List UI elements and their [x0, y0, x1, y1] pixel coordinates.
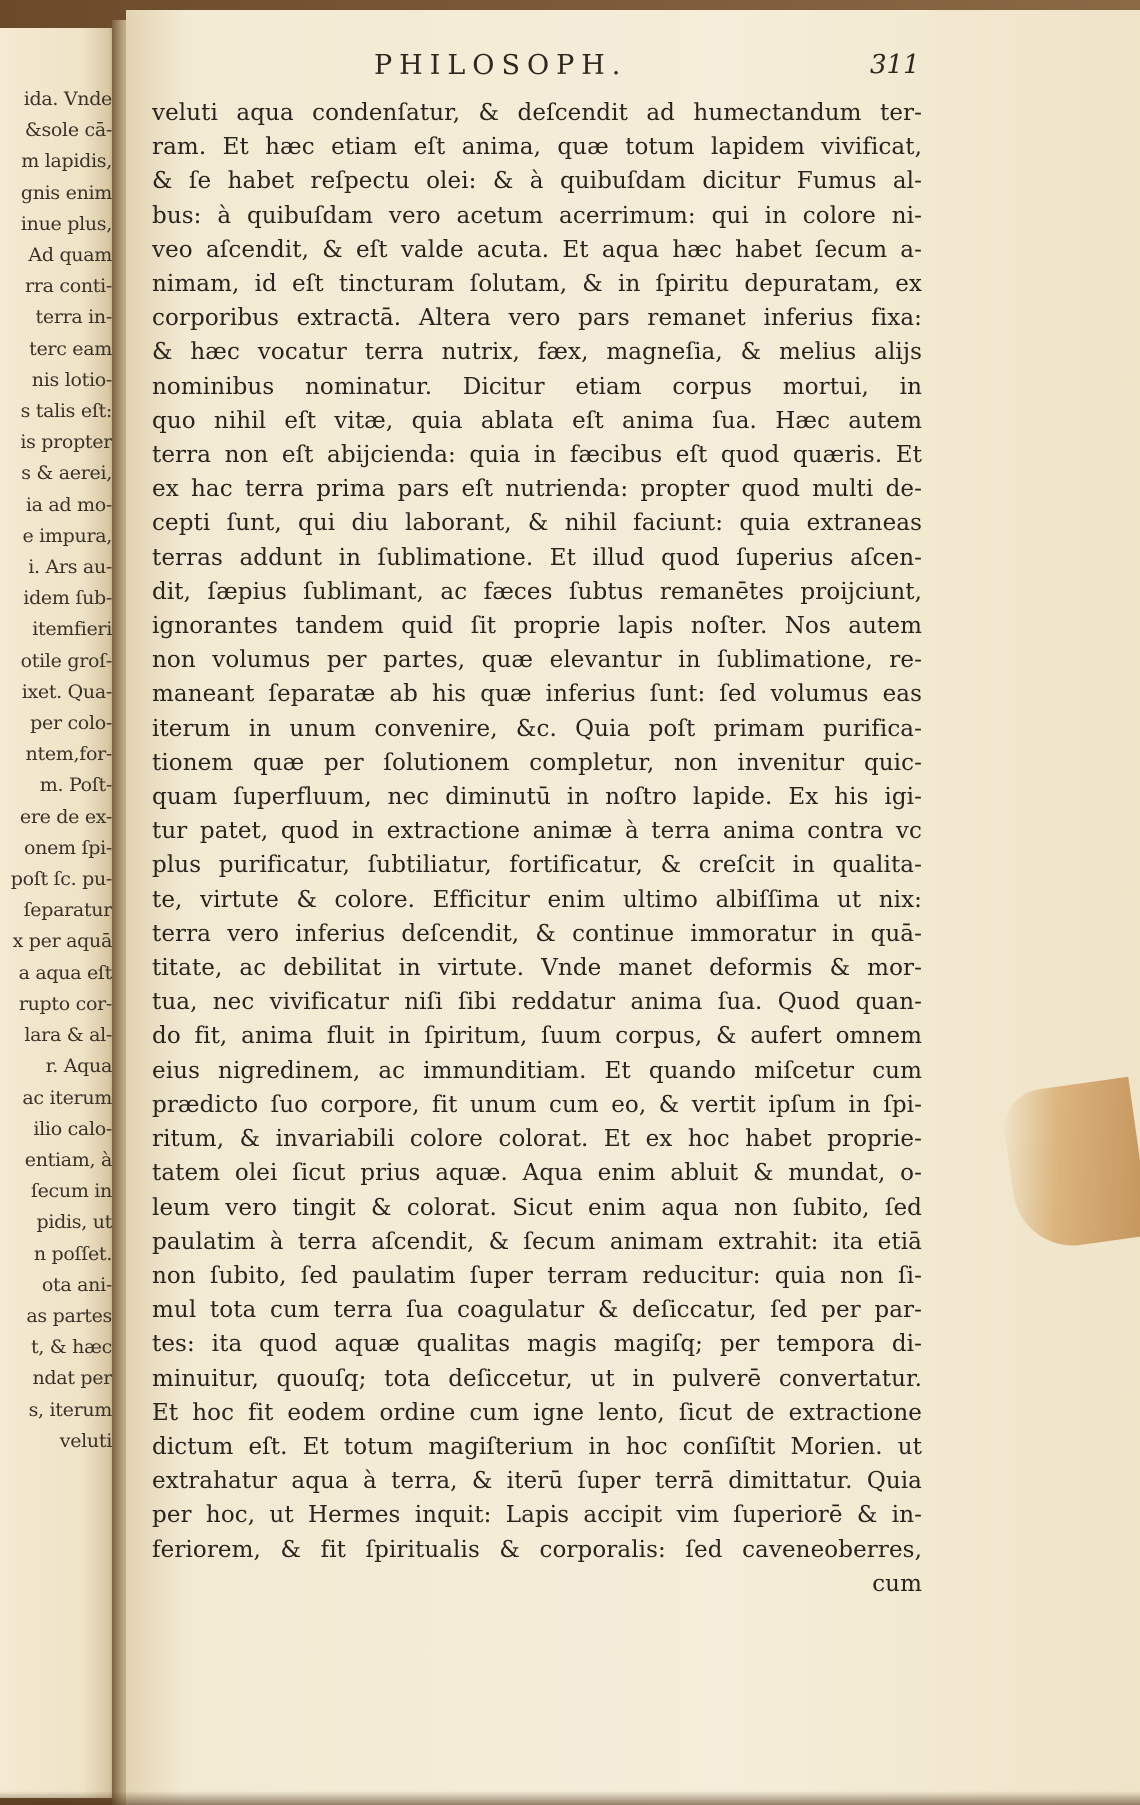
body-line: veo aſcendit, & eſt valde acuta. Et aqua hæc habet ſecum a-	[152, 236, 922, 263]
body-line: veluti aqua condenſatur, & deſcendit ad humectandum ter-	[152, 100, 922, 126]
body-line: iterum in unum convenire, &c. Quia poſt primam purifica-	[152, 715, 922, 742]
left-margin-line: i. Ars au-	[28, 556, 112, 579]
body-line: dictum eſt. Et totum magiſterium in hoc conſiſtit Morien. ut	[152, 1433, 922, 1460]
bottom-edge	[0, 1791, 1140, 1805]
body-line: extrahatur aqua à terra, & iterū ſuper terrā dimittatur. Quia	[152, 1468, 922, 1495]
left-margin-line: x per aquā	[12, 930, 112, 953]
left-margin-line: is propter	[20, 431, 112, 454]
body-line: non ſubito, ſed paulatim ſuper terram reducitur: quia non ſi-	[152, 1262, 922, 1289]
left-margin-line: ilio calo-	[33, 1117, 112, 1140]
body-line: terra non eſt abijcienda: quia in fæcibus eſt quod quæris. Et	[152, 442, 922, 469]
left-margin-line: t, & hæc	[30, 1336, 112, 1359]
left-margin-line: &sole cā-	[24, 119, 112, 142]
body-line: nimam, id eſt tincturam ſolutam, & in ſpiritu depuratam, ex	[152, 271, 922, 298]
left-margin-line: poſt ſc. pu-	[10, 868, 112, 891]
left-margin-line: a aqua eſt	[18, 961, 112, 984]
left-margin-line: ia ad mo-	[25, 493, 112, 516]
left-margin-line: ſeparatur	[23, 899, 112, 922]
body-line: minuitur, quouſq; tota deſiccetur, ut in pulverē convertatur.	[152, 1365, 922, 1392]
body-line: tur patet, quod in extractione animæ à terra anima contra vc	[152, 818, 922, 845]
body-line: cepti ſunt, qui diu laborant, & nihil faciunt: quia extraneas	[152, 510, 922, 537]
left-margin-line: s, iterum	[28, 1398, 112, 1421]
body-line: dit, ſæpius ſublimant, ac fæces ſubtus remanētes proijciunt,	[152, 578, 922, 605]
left-margin-line: s talis eſt:	[20, 400, 112, 423]
body-line: bus: à quibuſdam vero acetum acerrimum: qui in colore ni-	[152, 202, 922, 229]
right-page	[126, 10, 1140, 1805]
body-line: paulatim à terra aſcendit, & ſecum animam extrahit: ita etiā	[152, 1228, 922, 1255]
page-stain	[999, 1077, 1140, 1254]
left-margin-line: per colo-	[30, 712, 112, 735]
body-line: plus purificatur, ſubtiliatur, fortificatur, & creſcit in qualita-	[152, 852, 922, 879]
body-line: nominibus nominatur. Dicitur etiam corpus mortui, in	[152, 373, 922, 400]
left-margin-text	[0, 84, 116, 1457]
body-line: non volumus per partes, quæ elevantur in ſublimatione, re-	[152, 647, 922, 674]
body-line: leum vero tingit & colorat. Sicut enim aqua non ſubito, ſed	[152, 1194, 922, 1221]
left-margin-line: ndat per	[32, 1367, 112, 1390]
body-line: ignorantes tandem quid ſit proprie lapis noſter. Nos autem	[152, 613, 922, 640]
left-margin-line: pidis, ut	[36, 1211, 112, 1234]
left-margin-line: rupto cor-	[18, 992, 112, 1015]
body-line: corporibus extractā. Altera vero pars remanet inferius fixa:	[152, 305, 922, 332]
left-margin-line: gnis enim	[20, 181, 112, 204]
left-margin-line: ota ani-	[41, 1273, 112, 1296]
left-margin-line: ſecum in	[30, 1180, 112, 1203]
body-line: terras addunt in ſublimatione. Et illud quod ſuperius aſcen-	[152, 544, 922, 571]
body-line: quo nihil eſt vitæ, quia ablata eſt anima ſua. Hæc autem	[152, 407, 922, 434]
body-line: mul tota cum terra ſua coagulatur & deſiccatur, ſed per par-	[152, 1297, 922, 1324]
left-margin-line: m. Poſt-	[39, 774, 112, 797]
body-text	[152, 96, 922, 1601]
left-margin-line: r. Aqua	[45, 1055, 112, 1078]
left-margin-line: e impura,	[22, 524, 112, 547]
left-margin-line: rra conti-	[25, 275, 112, 298]
left-margin-line: ida. Vnde	[23, 88, 112, 110]
left-margin-line: n poſſet.	[33, 1242, 112, 1265]
body-line: quam ſuperfluum, nec diminutū in noſtro lapide. Ex his igi-	[152, 784, 922, 811]
body-line: do fit, anima fluit in ſpiritum, ſuum corpus, & aufert omnem	[152, 1023, 922, 1050]
left-page	[0, 28, 118, 1798]
left-margin-line: otile groſ-	[20, 649, 112, 672]
body-line: eius nigredinem, ac immunditiam. Et quando miſcetur cum	[152, 1057, 922, 1084]
body-line: terra vero inferius deſcendit, & continue immoratur in quā-	[152, 920, 922, 947]
left-margin-line: lara & al-	[24, 1024, 112, 1047]
left-margin-line: s & aerei,	[21, 462, 112, 485]
left-margin-line: inue plus,	[20, 212, 112, 235]
left-margin-line: ixet. Qua-	[21, 680, 112, 703]
body-line: per hoc, ut Hermes inquit: Lapis accipit vim ſuperiorē & in-	[152, 1502, 922, 1529]
body-line: prædicto ſuo corpore, fit unum cum eo, & vertit ipſum in ſpi-	[152, 1091, 922, 1118]
body-line: tatem olei ſicut prius aquæ. Aqua enim abluit & mundat, o-	[152, 1160, 922, 1187]
body-line: cum	[872, 1570, 922, 1597]
left-margin-line: nis lotio-	[31, 368, 112, 391]
left-margin-line: entiam, à	[24, 1148, 112, 1171]
left-margin-line: ac iterum	[22, 1086, 112, 1109]
body-line: titate, ac debilitat in virtute. Vnde manet deformis & mor-	[152, 955, 922, 982]
left-margin-line: ntem,for-	[25, 743, 112, 766]
body-line: maneant ſeparatæ ab his quæ inferius ſunt: ſed volumus eas	[152, 681, 922, 708]
running-head: PHILOSOPH.	[374, 50, 628, 81]
body-line: tionem quæ per ſolutionem completur, non invenitur quic-	[152, 749, 922, 776]
body-line: & hæc vocatur terra nutrix, fæx, magneſia, & melius alijs	[152, 339, 922, 366]
left-margin-line: idem ſub-	[23, 587, 112, 610]
page-number: 311	[870, 50, 920, 80]
left-margin-line: terc eam	[29, 337, 112, 360]
body-line: & ſe habet reſpectu olei: & à quibuſdam dicitur Fumus al-	[152, 168, 922, 195]
left-margin-line: m lapidis,	[21, 150, 112, 173]
left-margin-line: veluti	[59, 1429, 112, 1452]
body-line: ritum, & invariabili colore colorat. Et ex hoc habet proprie-	[152, 1126, 922, 1153]
body-line: ram. Et hæc etiam eſt anima, quæ totum lapidem vivificat,	[152, 134, 922, 161]
body-line: te, virtute & colore. Efficitur enim ultimo albiſſima ut nix:	[152, 886, 922, 913]
left-margin-line: Ad quam	[28, 244, 112, 267]
body-line: tua, nec vivificatur niſi ſibi reddatur anima ſua. Quod quan-	[152, 989, 922, 1016]
body-line: tes: ita quod aquæ qualitas magis magiſq; per tempora di-	[152, 1331, 922, 1358]
left-margin-line: itemfieri	[32, 618, 112, 641]
left-margin-line: terra in-	[35, 306, 112, 329]
left-margin-line: onem ſpi-	[24, 836, 112, 859]
body-line: feriorem, & fit ſpiritualis & corporalis: ſed caveneoberres,	[152, 1536, 922, 1563]
body-line: ex hac terra prima pars eſt nutrienda: propter quod multi de-	[152, 476, 922, 503]
left-margin-line: as partes	[26, 1304, 112, 1327]
left-margin-line: ere de ex-	[19, 805, 112, 828]
body-line: Et hoc fit eodem ordine cum igne lento, ſicut de extractione	[152, 1399, 922, 1426]
page-header	[126, 48, 1140, 88]
